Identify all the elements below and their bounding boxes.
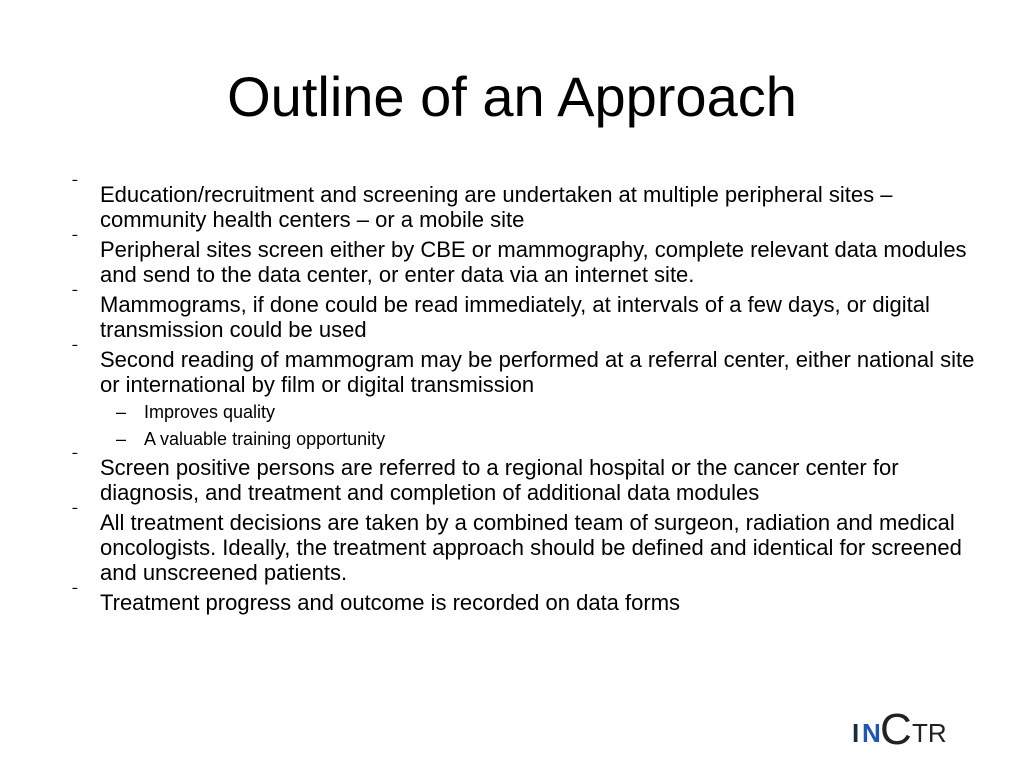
bullet-text: Second reading of mammogram may be performed at a referral center, either national site or international by film or digital transmission <box>100 347 975 397</box>
bullet-text: Screen positive persons are referred to a regional hospital or the cancer center for diagnosis, and treatment and completion of additional data modules <box>100 455 899 505</box>
bullet-item <box>68 286 978 342</box>
logo-letter-n: N <box>862 718 881 748</box>
sub-bullet-marker: – <box>116 402 127 422</box>
bullet-text: Education/recruitment and screening are undertaken at multiple peripheral sites – community health centers – or a mobile site <box>100 182 893 232</box>
sub-bullet-marker: – <box>116 429 127 449</box>
logo-letters-tr: TR <box>912 718 947 748</box>
sub-bullet-item <box>100 428 978 450</box>
sub-bullet-text: Improves quality <box>144 402 276 422</box>
bullet-item <box>68 584 978 615</box>
bullet-text: All treatment decisions are taken by a combined team of surgeon, radiation and medical oncologists. Ideally, the treatment approach should be defined and identical for screened and unscreened patients. <box>100 510 962 585</box>
sub-bullet-text: A valuable training opportunity <box>144 429 386 449</box>
bullet-marker: ˉ <box>72 584 78 604</box>
bullet-item <box>68 449 978 505</box>
bullet-item <box>68 231 978 287</box>
logo-letter-i: I <box>852 718 860 748</box>
bullet-item <box>68 341 978 450</box>
sub-bullet-list <box>100 401 978 450</box>
bullet-item <box>68 176 978 232</box>
bullet-text: Treatment progress and outcome is recorded on data forms <box>100 590 681 615</box>
bullet-text: Mammograms, if done could be read immediately, at intervals of a few days, or digital transmission could be used <box>100 292 930 342</box>
bullet-marker: ˉ <box>72 176 78 196</box>
logo-letter-c: C <box>880 705 910 754</box>
bullet-text: Peripheral sites screen either by CBE or mammography, complete relevant data modules and send to the data center, or enter data via an internet site. <box>100 237 967 287</box>
slide-title: Outline of an Approach <box>227 65 797 128</box>
bullet-marker: ˉ <box>72 504 78 524</box>
bullet-marker: ˉ <box>72 341 78 361</box>
bullet-marker: ˉ <box>72 286 78 306</box>
bullet-marker: ˉ <box>72 231 78 251</box>
bullet-list <box>68 176 978 620</box>
inctr-logo <box>850 706 960 752</box>
sub-bullet-item <box>100 401 978 423</box>
bullet-marker: ˉ <box>72 449 78 469</box>
bullet-item <box>68 504 978 585</box>
